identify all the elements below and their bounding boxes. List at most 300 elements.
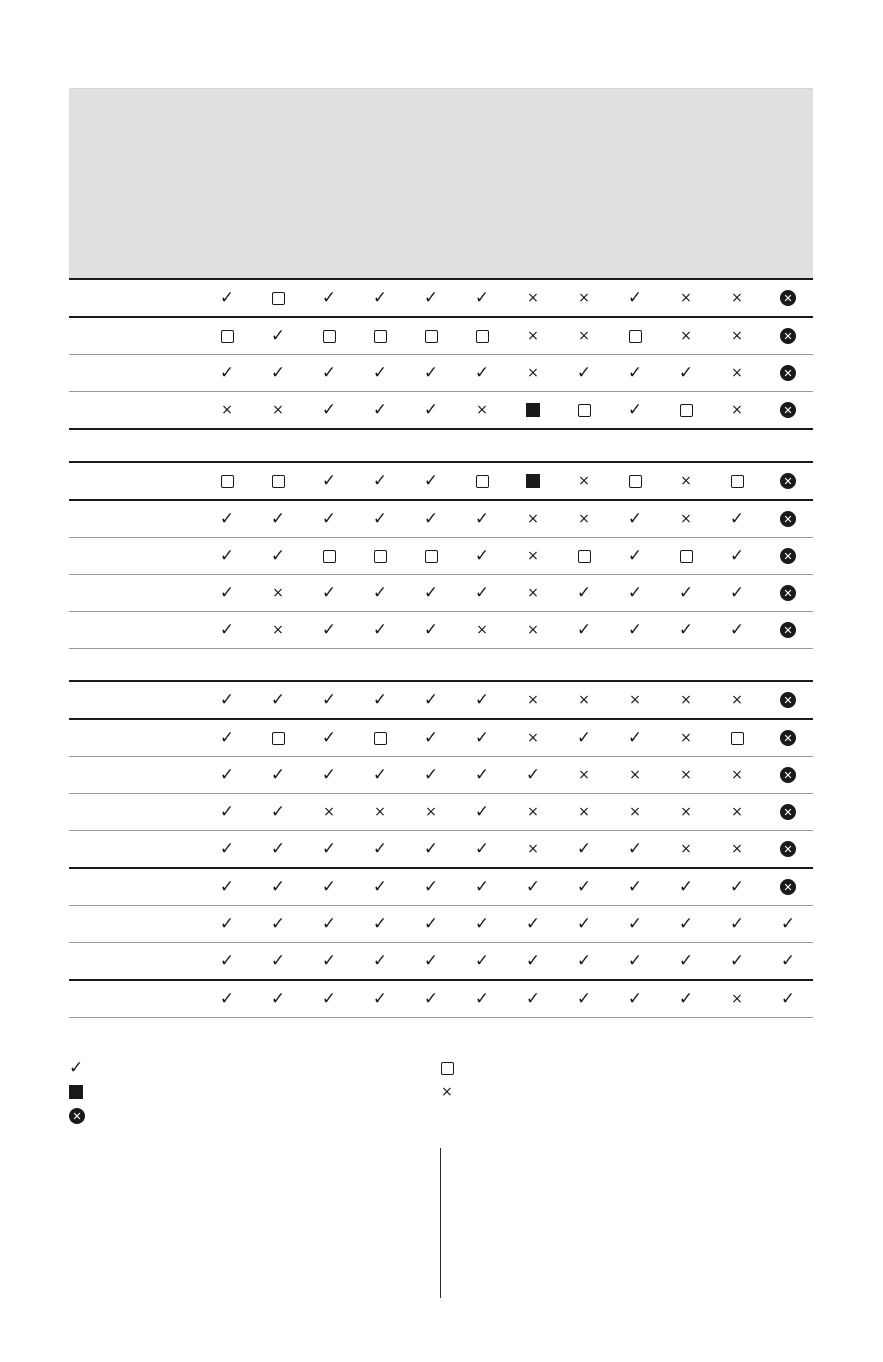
check-icon: ✓ xyxy=(219,619,235,640)
cross-icon: × xyxy=(680,511,692,527)
table-cell xyxy=(365,355,395,391)
check-icon: ✓ xyxy=(474,876,490,897)
table-cell xyxy=(365,501,395,537)
table-cell xyxy=(212,538,242,574)
cross-icon: × xyxy=(578,511,590,527)
check-icon: ✓ xyxy=(270,950,286,971)
table-cell xyxy=(773,794,803,830)
open-square-icon xyxy=(221,475,234,488)
table-cell xyxy=(263,682,293,718)
circle-x-icon: ✕ xyxy=(780,548,796,564)
check-icon: ✓ xyxy=(423,582,439,603)
table-cell xyxy=(569,943,599,979)
table-cell xyxy=(314,720,344,756)
check-icon: ✓ xyxy=(69,1057,84,1078)
table-cell xyxy=(671,943,701,979)
check-icon: ✓ xyxy=(321,913,337,934)
table-cell xyxy=(212,981,242,1017)
table-cell xyxy=(518,501,548,537)
check-icon: ✓ xyxy=(321,508,337,529)
table-cell xyxy=(416,463,446,499)
table-cell xyxy=(314,280,344,316)
check-icon: ✓ xyxy=(576,913,592,934)
table-cell xyxy=(212,392,242,428)
table-cell xyxy=(518,682,548,718)
table-cell xyxy=(773,392,803,428)
check-icon: ✓ xyxy=(474,362,490,383)
table-cell xyxy=(518,869,548,905)
check-icon: ✓ xyxy=(525,876,541,897)
table-cell xyxy=(467,280,497,316)
table-cell xyxy=(773,318,803,354)
table-cell xyxy=(722,943,752,979)
table-cell xyxy=(620,318,650,354)
circle-x-icon: ✕ xyxy=(780,804,796,820)
table-row xyxy=(69,538,813,575)
check-icon: ✓ xyxy=(474,508,490,529)
table-cell xyxy=(518,318,548,354)
table-cell xyxy=(722,501,752,537)
compatibility-table xyxy=(69,88,813,1018)
open-square-icon xyxy=(374,550,387,563)
legend-item xyxy=(441,1082,471,1102)
table-cell xyxy=(212,501,242,537)
cross-icon: × xyxy=(527,328,539,344)
check-icon: ✓ xyxy=(219,545,235,566)
table-cell xyxy=(671,575,701,611)
check-icon: ✓ xyxy=(270,801,286,822)
table-cell xyxy=(671,831,701,867)
table-cell xyxy=(314,392,344,428)
open-square-icon xyxy=(629,330,642,343)
table-cell xyxy=(263,501,293,537)
check-icon: ✓ xyxy=(627,545,643,566)
table-cell xyxy=(212,757,242,793)
table-row xyxy=(69,943,813,981)
open-square-icon xyxy=(425,550,438,563)
cross-icon: × xyxy=(527,622,539,638)
table-cell xyxy=(773,538,803,574)
table-cell xyxy=(263,355,293,391)
table-cell xyxy=(416,318,446,354)
table-cell xyxy=(416,538,446,574)
table-cell xyxy=(722,463,752,499)
table-cell xyxy=(569,463,599,499)
check-icon: ✓ xyxy=(576,727,592,748)
table-cell xyxy=(773,981,803,1017)
legend-item xyxy=(69,1058,99,1078)
circle-x-icon: ✕ xyxy=(780,767,796,783)
table-cell xyxy=(671,682,701,718)
cross-icon: × xyxy=(680,804,692,820)
check-icon: ✓ xyxy=(627,988,643,1009)
table-cell xyxy=(620,720,650,756)
cross-icon: × xyxy=(476,622,488,638)
table-cell xyxy=(467,869,497,905)
table-cell xyxy=(416,355,446,391)
check-icon: ✓ xyxy=(576,950,592,971)
table-cell xyxy=(467,612,497,648)
cross-icon: × xyxy=(731,991,743,1007)
check-icon: ✓ xyxy=(729,582,745,603)
check-icon: ✓ xyxy=(423,287,439,308)
table-cell xyxy=(518,575,548,611)
check-icon: ✓ xyxy=(474,689,490,710)
table-cell xyxy=(416,280,446,316)
open-square-icon xyxy=(731,732,744,745)
open-square-icon xyxy=(374,732,387,745)
check-icon: ✓ xyxy=(270,362,286,383)
table-cell xyxy=(365,392,395,428)
table-cell xyxy=(416,981,446,1017)
check-icon: ✓ xyxy=(423,838,439,859)
check-icon: ✓ xyxy=(627,876,643,897)
cross-icon: × xyxy=(527,548,539,564)
table-cell xyxy=(314,794,344,830)
check-icon: ✓ xyxy=(474,287,490,308)
circle-x-icon: ✕ xyxy=(780,473,796,489)
check-icon: ✓ xyxy=(525,764,541,785)
check-icon: ✓ xyxy=(219,287,235,308)
table-cell xyxy=(467,575,497,611)
check-icon: ✓ xyxy=(321,838,337,859)
table-cell xyxy=(467,501,497,537)
table-cell xyxy=(212,318,242,354)
cross-icon: × xyxy=(272,585,284,601)
table-cell xyxy=(467,318,497,354)
table-cell xyxy=(671,280,701,316)
table-cell xyxy=(620,355,650,391)
table-cell xyxy=(314,906,344,942)
table-cell xyxy=(212,682,242,718)
check-icon: ✓ xyxy=(627,399,643,420)
cross-icon: × xyxy=(578,328,590,344)
table-cell xyxy=(263,392,293,428)
check-icon: ✓ xyxy=(321,287,337,308)
table-row xyxy=(69,318,813,355)
open-square-icon xyxy=(323,550,336,563)
circle-x-icon: ✕ xyxy=(780,692,796,708)
cross-icon: × xyxy=(527,585,539,601)
table-row xyxy=(69,355,813,392)
table-cell xyxy=(314,318,344,354)
table-cell xyxy=(620,280,650,316)
cross-icon: × xyxy=(731,365,743,381)
cross-icon: × xyxy=(527,841,539,857)
check-icon: ✓ xyxy=(219,988,235,1009)
open-square-icon xyxy=(578,550,591,563)
check-icon: ✓ xyxy=(474,988,490,1009)
check-icon: ✓ xyxy=(474,582,490,603)
symbol-legend xyxy=(69,1058,813,1128)
table-cell xyxy=(671,757,701,793)
check-icon: ✓ xyxy=(372,876,388,897)
table-cell xyxy=(263,612,293,648)
table-cell xyxy=(467,757,497,793)
check-icon: ✓ xyxy=(525,988,541,1009)
table-cell xyxy=(518,280,548,316)
table-cell xyxy=(212,612,242,648)
table-cell xyxy=(722,794,752,830)
table-cell xyxy=(365,981,395,1017)
table-cell xyxy=(773,943,803,979)
table-cell xyxy=(467,943,497,979)
check-icon: ✓ xyxy=(474,727,490,748)
table-cell xyxy=(365,794,395,830)
table-cell xyxy=(773,280,803,316)
table-row xyxy=(69,278,813,318)
check-icon: ✓ xyxy=(423,727,439,748)
table-cell xyxy=(212,280,242,316)
cross-icon: × xyxy=(425,804,437,820)
cross-icon: × xyxy=(578,767,590,783)
table-cell xyxy=(263,757,293,793)
table-cell xyxy=(314,981,344,1017)
check-icon: ✓ xyxy=(423,876,439,897)
table-cell xyxy=(620,575,650,611)
table-cell xyxy=(620,501,650,537)
cross-icon: × xyxy=(680,730,692,746)
table-cell xyxy=(263,463,293,499)
table-cell xyxy=(212,720,242,756)
table-cell xyxy=(773,869,803,905)
check-icon: ✓ xyxy=(474,801,490,822)
open-square-icon xyxy=(374,330,387,343)
table-cell xyxy=(569,682,599,718)
circle-x-icon: ✕ xyxy=(780,730,796,746)
check-icon: ✓ xyxy=(729,950,745,971)
table-cell xyxy=(722,869,752,905)
table-cell xyxy=(263,981,293,1017)
table-row xyxy=(69,463,813,501)
check-icon: ✓ xyxy=(372,619,388,640)
check-icon: ✓ xyxy=(729,876,745,897)
table-cell xyxy=(773,501,803,537)
check-icon: ✓ xyxy=(474,913,490,934)
circle-x-icon: ✕ xyxy=(780,622,796,638)
check-icon: ✓ xyxy=(627,838,643,859)
table-cell xyxy=(263,318,293,354)
check-icon: ✓ xyxy=(219,764,235,785)
table-cell xyxy=(365,463,395,499)
check-icon: ✓ xyxy=(576,988,592,1009)
table-cell xyxy=(569,981,599,1017)
cross-icon: × xyxy=(527,365,539,381)
check-icon: ✓ xyxy=(627,362,643,383)
check-icon: ✓ xyxy=(678,950,694,971)
table-cell xyxy=(518,355,548,391)
table-cell xyxy=(671,869,701,905)
table-cell xyxy=(365,869,395,905)
table-cell xyxy=(569,318,599,354)
check-icon: ✓ xyxy=(627,582,643,603)
table-cell xyxy=(773,682,803,718)
table-cell xyxy=(569,831,599,867)
table-cell xyxy=(671,501,701,537)
table-cell xyxy=(722,831,752,867)
check-icon: ✓ xyxy=(372,913,388,934)
check-icon: ✓ xyxy=(423,399,439,420)
cross-icon: × xyxy=(441,1084,453,1100)
check-icon: ✓ xyxy=(321,689,337,710)
check-icon: ✓ xyxy=(423,913,439,934)
check-icon: ✓ xyxy=(270,876,286,897)
open-square-icon xyxy=(272,475,285,488)
table-cell xyxy=(263,943,293,979)
check-icon: ✓ xyxy=(270,913,286,934)
cross-icon: × xyxy=(731,804,743,820)
table-cell xyxy=(722,720,752,756)
check-icon: ✓ xyxy=(321,399,337,420)
cross-icon: × xyxy=(680,328,692,344)
table-cell xyxy=(416,906,446,942)
section-row xyxy=(69,430,813,463)
check-icon: ✓ xyxy=(372,838,388,859)
cross-icon: × xyxy=(476,402,488,418)
cross-icon: × xyxy=(731,402,743,418)
check-icon: ✓ xyxy=(321,362,337,383)
check-icon: ✓ xyxy=(321,582,337,603)
check-icon: ✓ xyxy=(270,325,286,346)
table-header xyxy=(69,88,813,278)
cross-icon: × xyxy=(731,328,743,344)
check-icon: ✓ xyxy=(372,988,388,1009)
table-cell xyxy=(569,280,599,316)
table-cell xyxy=(569,869,599,905)
table-cell xyxy=(263,869,293,905)
open-square-icon xyxy=(323,330,336,343)
table-cell xyxy=(416,720,446,756)
check-icon: ✓ xyxy=(423,619,439,640)
table-cell xyxy=(467,463,497,499)
table-cell xyxy=(467,392,497,428)
table-cell xyxy=(416,794,446,830)
check-icon: ✓ xyxy=(627,619,643,640)
cross-icon: × xyxy=(629,767,641,783)
check-icon: ✓ xyxy=(372,362,388,383)
table-cell xyxy=(416,831,446,867)
table-cell xyxy=(671,906,701,942)
table-cell xyxy=(314,869,344,905)
table-cell xyxy=(314,463,344,499)
check-icon: ✓ xyxy=(372,764,388,785)
check-icon: ✓ xyxy=(219,801,235,822)
open-square-icon xyxy=(680,550,693,563)
cross-icon: × xyxy=(731,692,743,708)
table-cell xyxy=(212,869,242,905)
table-cell xyxy=(365,280,395,316)
open-square-icon xyxy=(578,404,591,417)
cross-icon: × xyxy=(680,841,692,857)
check-icon: ✓ xyxy=(423,689,439,710)
check-icon: ✓ xyxy=(321,988,337,1009)
table-cell xyxy=(518,831,548,867)
check-icon: ✓ xyxy=(780,988,796,1009)
table-cell xyxy=(773,757,803,793)
check-icon: ✓ xyxy=(372,470,388,491)
check-icon: ✓ xyxy=(474,950,490,971)
filled-square-icon xyxy=(526,474,540,488)
check-icon: ✓ xyxy=(270,764,286,785)
check-icon: ✓ xyxy=(423,950,439,971)
table-cell xyxy=(263,575,293,611)
cross-icon: × xyxy=(629,804,641,820)
open-square-icon xyxy=(441,1062,454,1075)
circle-x-icon: ✕ xyxy=(780,585,796,601)
table-cell xyxy=(569,906,599,942)
table-cell xyxy=(620,682,650,718)
table-cell xyxy=(467,682,497,718)
open-square-icon xyxy=(272,732,285,745)
check-icon: ✓ xyxy=(423,988,439,1009)
table-cell xyxy=(518,906,548,942)
check-icon: ✓ xyxy=(372,582,388,603)
cross-icon: × xyxy=(578,692,590,708)
table-cell xyxy=(314,831,344,867)
table-cell xyxy=(416,869,446,905)
table-cell xyxy=(467,981,497,1017)
table-cell xyxy=(773,831,803,867)
table-cell xyxy=(314,501,344,537)
check-icon: ✓ xyxy=(678,876,694,897)
check-icon: ✓ xyxy=(219,727,235,748)
table-cell xyxy=(263,906,293,942)
cross-icon: × xyxy=(680,692,692,708)
check-icon: ✓ xyxy=(219,508,235,529)
check-icon: ✓ xyxy=(729,545,745,566)
table-row xyxy=(69,575,813,612)
table-cell xyxy=(620,869,650,905)
check-icon: ✓ xyxy=(474,764,490,785)
table-cell xyxy=(569,612,599,648)
table-cell xyxy=(518,612,548,648)
table-cell xyxy=(467,355,497,391)
table-cell xyxy=(212,794,242,830)
table-cell xyxy=(671,612,701,648)
table-cell xyxy=(212,575,242,611)
check-icon: ✓ xyxy=(270,988,286,1009)
table-cell xyxy=(263,794,293,830)
table-cell xyxy=(314,612,344,648)
check-icon: ✓ xyxy=(678,619,694,640)
table-cell xyxy=(467,794,497,830)
table-row xyxy=(69,720,813,757)
table-cell xyxy=(416,757,446,793)
table-cell xyxy=(365,943,395,979)
table-cell xyxy=(671,392,701,428)
table-cell xyxy=(212,943,242,979)
table-cell xyxy=(416,943,446,979)
table-cell xyxy=(722,612,752,648)
check-icon: ✓ xyxy=(219,950,235,971)
table-cell xyxy=(722,575,752,611)
open-square-icon xyxy=(425,330,438,343)
circle-x-icon: ✕ xyxy=(780,290,796,306)
table-cell xyxy=(620,906,650,942)
table-cell xyxy=(671,794,701,830)
table-cell xyxy=(518,757,548,793)
check-icon: ✓ xyxy=(372,287,388,308)
check-icon: ✓ xyxy=(678,582,694,603)
table-cell xyxy=(671,981,701,1017)
check-icon: ✓ xyxy=(270,689,286,710)
check-icon: ✓ xyxy=(576,619,592,640)
check-icon: ✓ xyxy=(474,838,490,859)
table-cell xyxy=(671,318,701,354)
table-row xyxy=(69,981,813,1018)
circle-x-icon: ✕ xyxy=(69,1108,85,1124)
table-cell xyxy=(467,906,497,942)
